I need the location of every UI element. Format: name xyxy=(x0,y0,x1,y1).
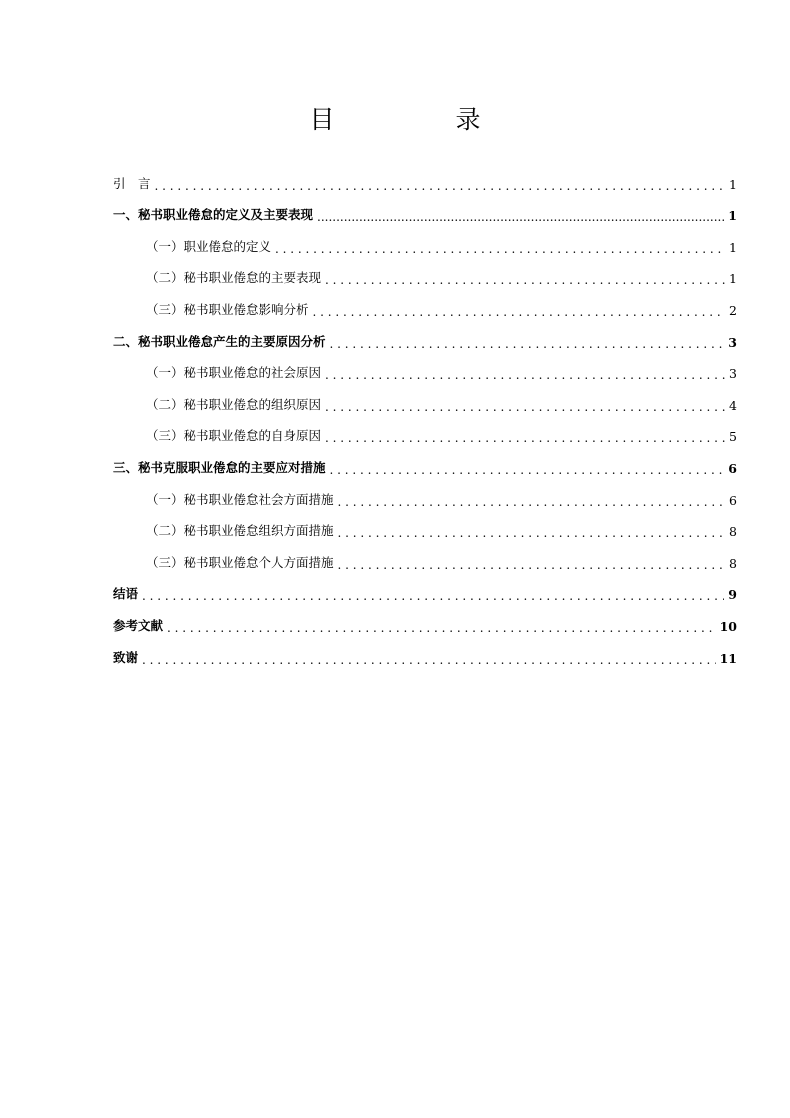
toc-entry-page: 8 xyxy=(729,555,737,571)
toc-entry[interactable] xyxy=(113,381,737,413)
toc-entry-label: 结语 xyxy=(113,586,139,602)
toc-title: 目 录 xyxy=(309,105,529,134)
toc-leader-dots xyxy=(155,180,725,192)
toc-leader-dots xyxy=(325,401,725,413)
toc-entry-label: 致谢 xyxy=(113,649,139,665)
toc-entry-label: 参考文献 xyxy=(113,617,164,633)
toc-entry-label: （二）秘书职业倦怠的组织原因 xyxy=(146,396,322,412)
toc-entry[interactable] xyxy=(113,508,737,540)
toc-leader-dots xyxy=(325,432,725,444)
toc-entry-page: 8 xyxy=(729,524,737,540)
toc-entry-label: 三、秘书克服职业倦怠的主要应对措施 xyxy=(113,459,326,475)
toc-entry[interactable] xyxy=(113,255,737,287)
toc-entry[interactable] xyxy=(113,192,737,224)
toc-leader-dots xyxy=(338,527,725,539)
toc-entry-page: 6 xyxy=(728,460,737,476)
toc-entry-page: 5 xyxy=(729,429,737,445)
toc-entry-label: （三）秘书职业倦怠个人方面措施 xyxy=(146,554,334,570)
table-of-contents xyxy=(113,160,737,666)
toc-leader-dots xyxy=(317,211,724,223)
toc-entry-label: 二、秘书职业倦怠产生的主要原因分析 xyxy=(113,333,326,349)
toc-entry-page: 6 xyxy=(729,492,737,508)
toc-entry[interactable] xyxy=(113,444,737,476)
toc-entry-label: （一）秘书职业倦怠社会方面措施 xyxy=(146,491,334,507)
toc-leader-dots xyxy=(338,496,725,508)
toc-entry[interactable] xyxy=(113,286,737,318)
toc-entry-page: 1 xyxy=(729,239,737,255)
toc-entry[interactable] xyxy=(113,602,737,634)
toc-leader-dots xyxy=(338,559,725,571)
toc-entry-label: 一、秘书职业倦怠的定义及主要表现 xyxy=(113,207,314,223)
toc-leader-dots xyxy=(142,590,724,602)
toc-entry-label: （二）秘书职业倦怠组织方面措施 xyxy=(146,523,334,539)
toc-leader-dots xyxy=(330,338,725,350)
toc-leader-dots xyxy=(325,274,725,286)
toc-entry-page: 4 xyxy=(729,397,737,413)
toc-entry[interactable] xyxy=(113,476,737,508)
toc-entry-label: （三）秘书职业倦怠影响分析 xyxy=(146,301,309,317)
toc-leader-dots xyxy=(167,622,716,634)
toc-leader-dots xyxy=(325,369,725,381)
toc-entry[interactable] xyxy=(113,413,737,445)
toc-entry[interactable] xyxy=(113,571,737,603)
toc-entry-page: 9 xyxy=(728,587,737,603)
toc-entry[interactable] xyxy=(113,350,737,382)
toc-entry-label: （一）秘书职业倦怠的社会原因 xyxy=(146,365,322,381)
toc-entry-label: （一）职业倦怠的定义 xyxy=(146,238,272,254)
toc-entry[interactable] xyxy=(113,318,737,350)
toc-entry-page: 10 xyxy=(719,618,737,634)
toc-entry[interactable] xyxy=(113,160,737,192)
toc-entry-page: 11 xyxy=(719,650,737,666)
toc-entry-page: 1 xyxy=(729,176,737,192)
toc-leader-dots xyxy=(142,654,716,666)
toc-entry-page: 1 xyxy=(728,208,737,224)
toc-entry[interactable] xyxy=(113,539,737,571)
toc-entry-page: 3 xyxy=(729,366,737,382)
toc-entry-label: 引 言 xyxy=(113,175,151,191)
toc-entry[interactable] xyxy=(113,223,737,255)
toc-entry[interactable] xyxy=(113,634,737,666)
toc-entry-label: （三）秘书职业倦怠的自身原因 xyxy=(146,428,322,444)
toc-leader-dots xyxy=(330,464,725,476)
toc-leader-dots xyxy=(313,306,725,318)
toc-entry-label: （二）秘书职业倦怠的主要表现 xyxy=(146,270,322,286)
toc-entry-page: 3 xyxy=(728,334,737,350)
toc-leader-dots xyxy=(275,243,725,255)
toc-entry-page: 1 xyxy=(729,271,737,287)
toc-entry-page: 2 xyxy=(729,302,737,318)
